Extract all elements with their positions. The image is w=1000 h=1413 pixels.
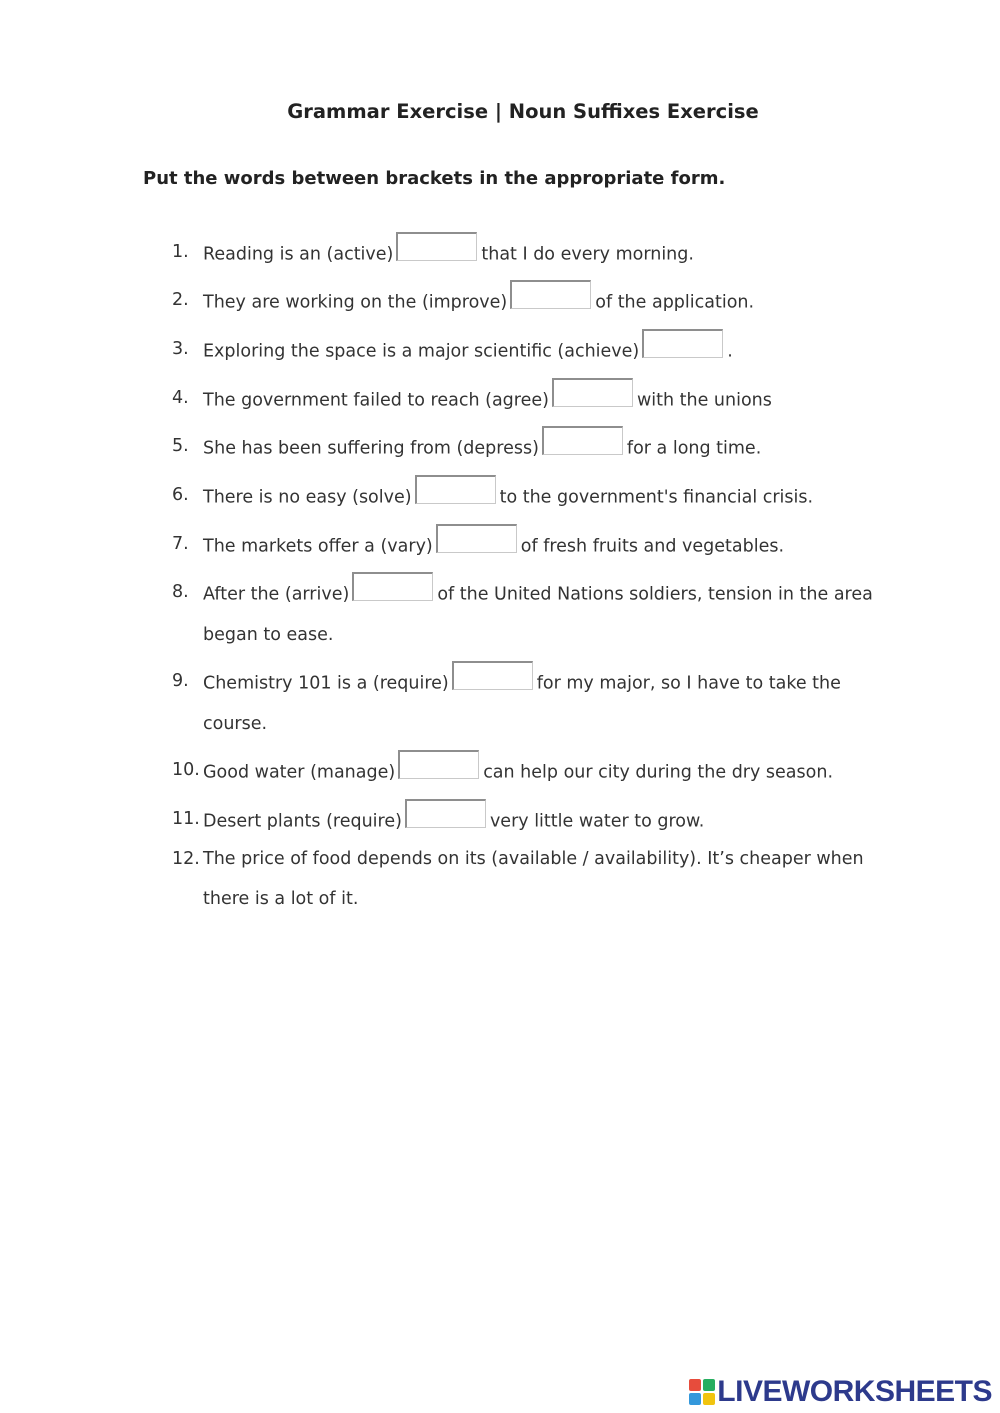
answer-input-5[interactable] — [542, 426, 623, 455]
question-text-before: She has been suffering from (depress) — [203, 438, 539, 459]
page-title: Grammar Exercise | Noun Suffixes Exercise — [287, 100, 759, 123]
question-text-after: of the application. — [595, 292, 755, 313]
answer-input-2[interactable] — [510, 280, 591, 309]
question-number: 2. — [172, 290, 189, 310]
question-text-before: There is no easy (solve) — [203, 487, 412, 508]
answer-input-8[interactable] — [352, 572, 433, 601]
answer-input-1[interactable] — [396, 232, 477, 261]
instruction-text: Put the words between brackets in the appropriate form. — [143, 168, 726, 189]
question-5 — [172, 426, 892, 469]
question-text-before: After the (arrive) — [203, 584, 350, 605]
question-text-before: The government failed to reach (agree) — [203, 390, 549, 411]
question-number: 7. — [172, 534, 189, 554]
question-text-after: for my major, so I have to take the course. — [203, 673, 841, 734]
question-9 — [172, 661, 892, 744]
answer-input-7[interactable] — [436, 524, 517, 553]
liveworksheets-logo — [689, 1375, 992, 1409]
question-number: 10. — [172, 760, 200, 780]
question-text-before: They are working on the (improve) — [203, 292, 508, 313]
question-4 — [172, 378, 892, 421]
logo-mark-icon — [689, 1379, 715, 1405]
question-text-after: of fresh fruits and vegetables. — [520, 536, 785, 557]
question-number: 9. — [172, 671, 189, 691]
logo-text: LIVEWORKSHEETS — [717, 1375, 992, 1408]
question-text-before: Chemistry 101 is a (require) — [203, 673, 449, 694]
question-10 — [172, 750, 892, 793]
question-number: 12. — [172, 849, 200, 869]
answer-input-11[interactable] — [405, 799, 486, 828]
answer-input-10[interactable] — [398, 750, 479, 779]
question-number: 11. — [172, 809, 200, 829]
question-number: 1. — [172, 242, 189, 262]
question-text-after: can help our city during the dry season. — [483, 762, 834, 783]
question-text-after: for a long time. — [626, 438, 762, 459]
answer-input-3[interactable] — [642, 329, 723, 358]
question-text-before: Reading is an (active) — [203, 244, 394, 265]
question-number: 5. — [172, 436, 189, 456]
question-number: 8. — [172, 582, 189, 602]
question-text-after: . — [727, 341, 733, 362]
question-text-after: to the government's financial crisis. — [499, 487, 814, 508]
question-text-after: of the United Nations soldiers, tension in the area began to ease. — [203, 584, 873, 645]
question-6 — [172, 475, 892, 518]
question-text-before: The markets offer a (vary) — [203, 536, 433, 557]
question-11 — [172, 799, 892, 842]
question-text-before: Desert plants (require) — [203, 811, 402, 832]
question-text-before: Good water (manage) — [203, 762, 396, 783]
question-text-before: Exploring the space is a major scientific (achieve) — [203, 341, 640, 362]
answer-input-9[interactable] — [452, 661, 533, 690]
answer-input-4[interactable] — [552, 378, 633, 407]
question-number: 3. — [172, 339, 189, 359]
question-text-after: very little water to grow. — [489, 811, 705, 832]
question-text: The price of food depends on its (available / availability). It’s cheaper when there is a lot of it. — [203, 849, 864, 909]
question-8 — [172, 572, 892, 655]
question-12 — [172, 839, 892, 919]
question-number: 6. — [172, 485, 189, 505]
answer-input-6[interactable] — [415, 475, 496, 504]
question-text-after: with the unions — [636, 390, 772, 411]
question-7 — [172, 524, 892, 567]
question-text-after: that I do every morning. — [481, 244, 694, 265]
question-3 — [172, 329, 892, 372]
question-number: 4. — [172, 388, 189, 408]
question-2 — [172, 280, 892, 323]
question-1 — [172, 232, 892, 275]
